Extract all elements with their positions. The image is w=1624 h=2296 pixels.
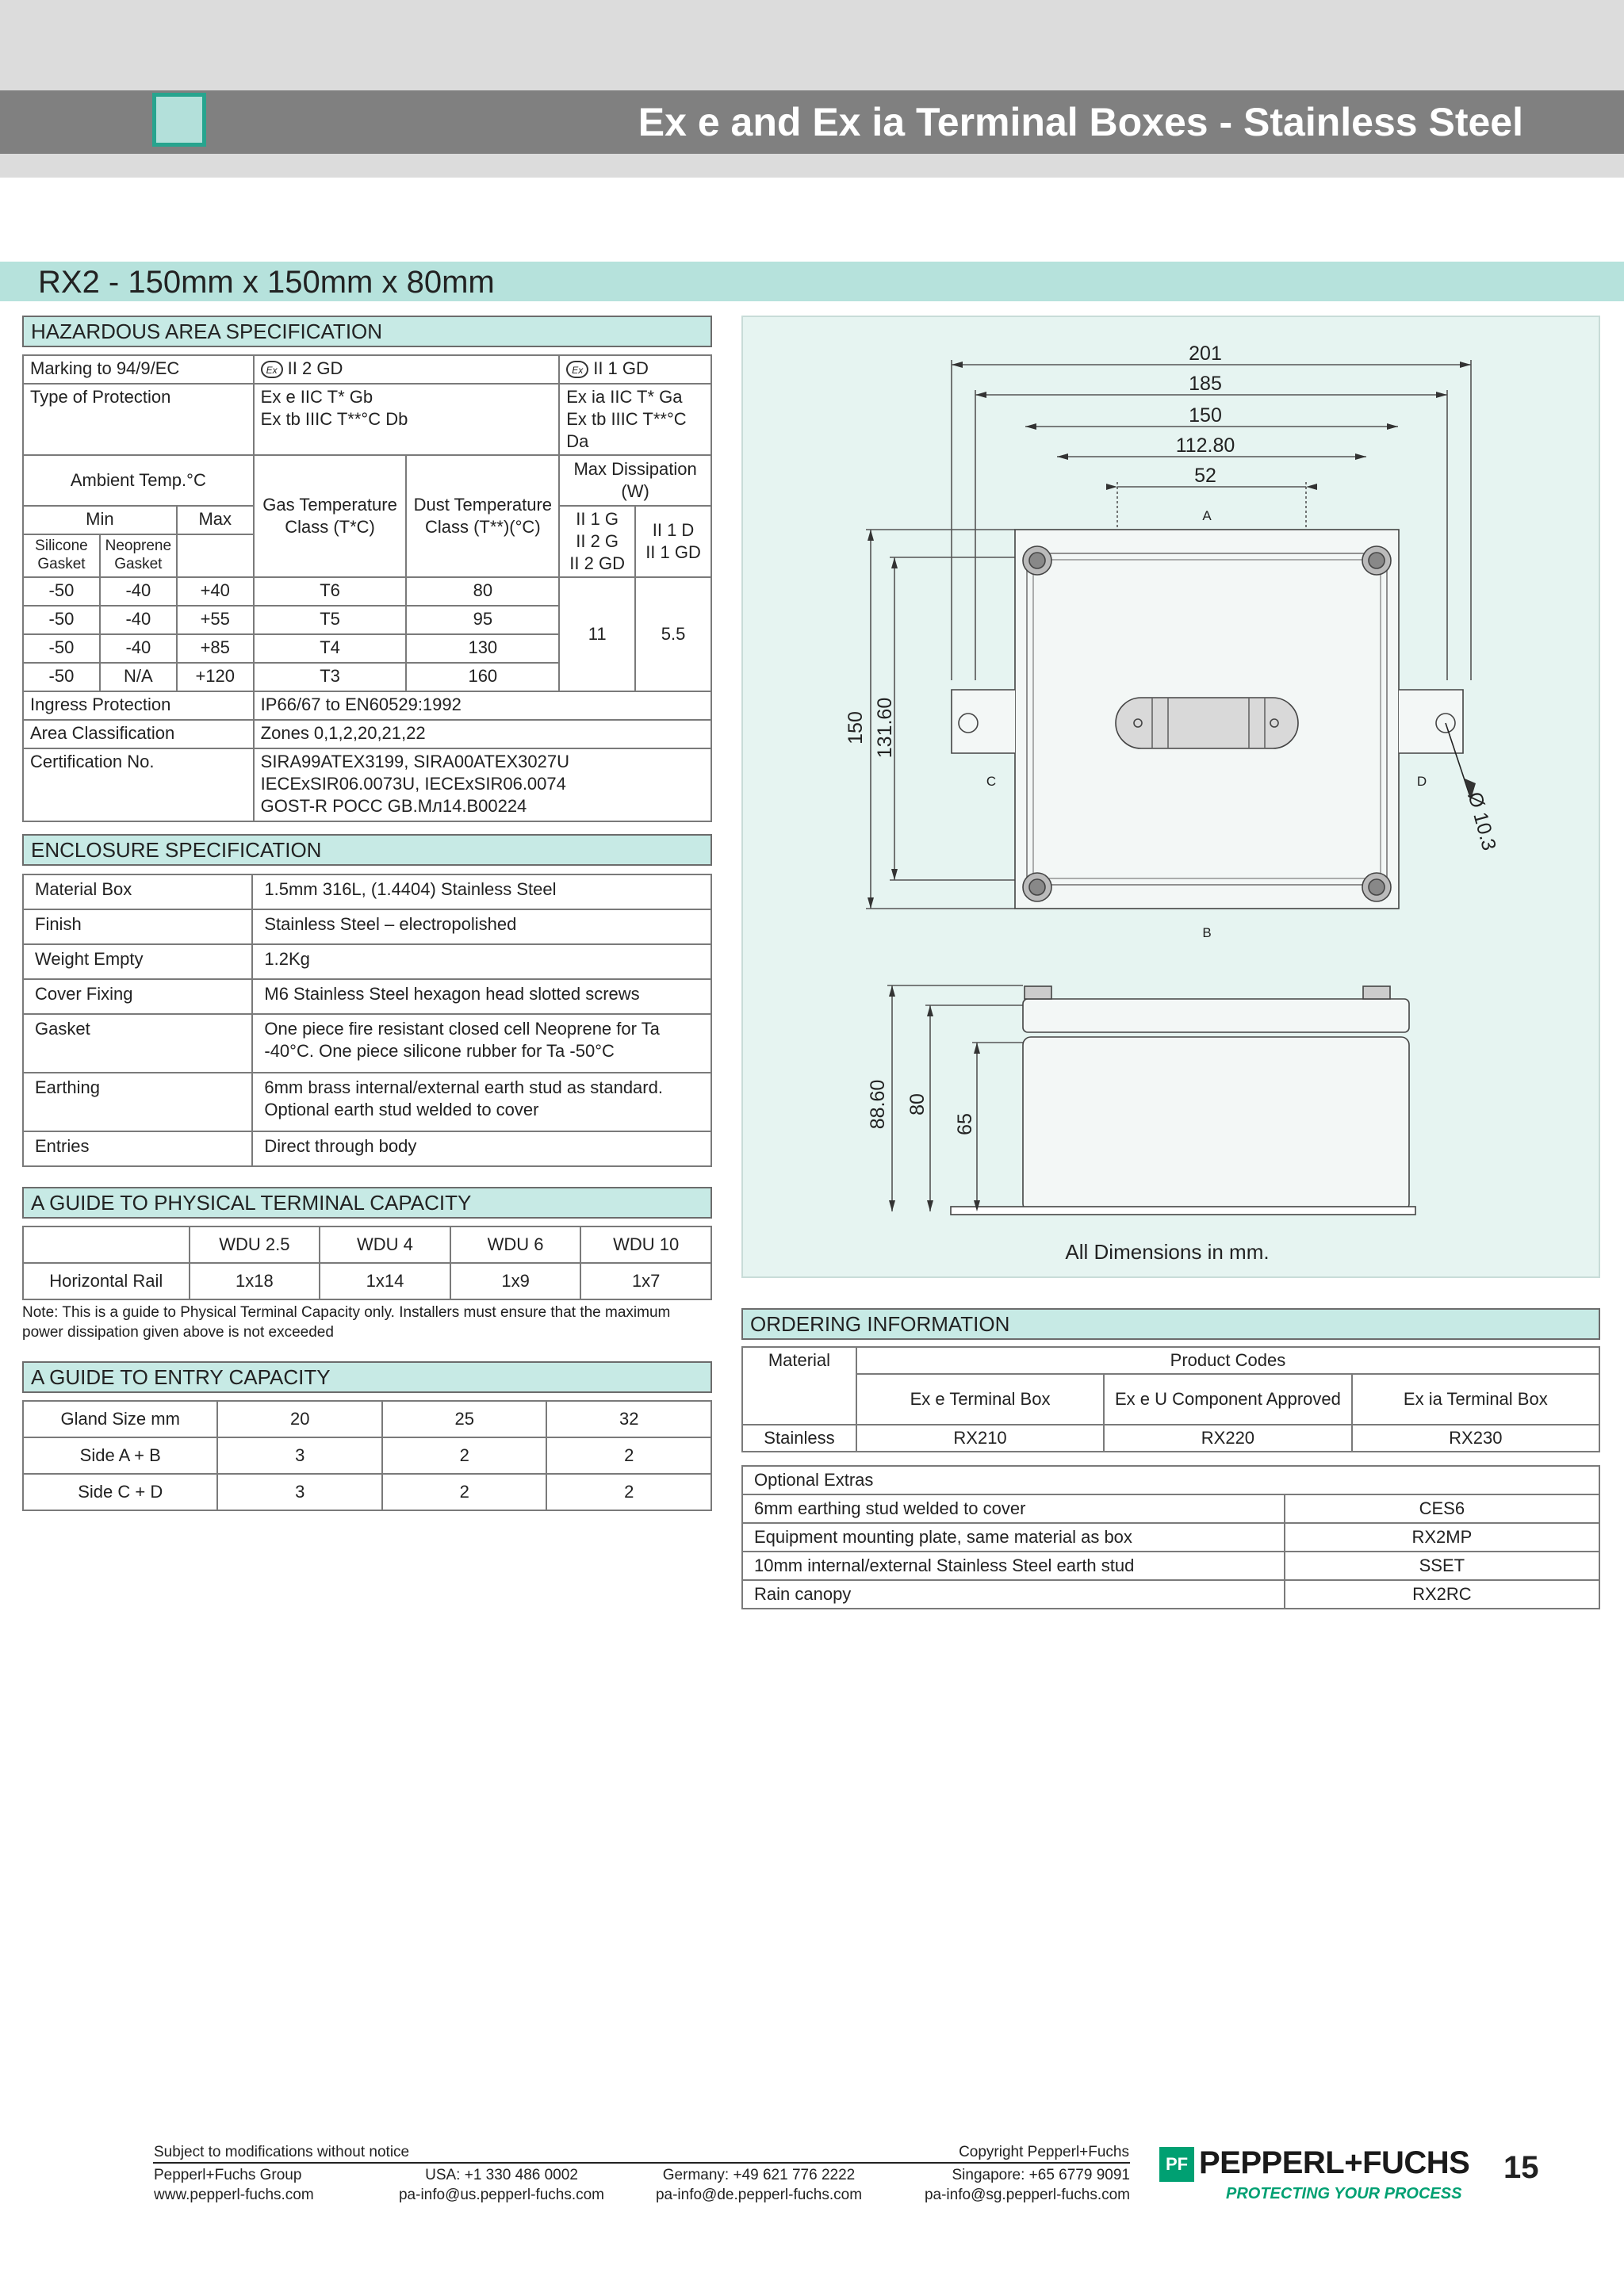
physical-col-header: WDU 6	[450, 1226, 581, 1263]
dust-class: 80	[406, 577, 559, 606]
brand-tagline: PROTECTING YOUR PROCESS	[1226, 2185, 1462, 2202]
marking-b	[559, 355, 711, 384]
category-b	[635, 506, 711, 577]
dim-112-80: 112.80	[1175, 434, 1235, 457]
code-rx220: RX220	[1104, 1425, 1351, 1452]
cert-line: SIRA99ATEX3199, SIRA00ATEX3027U	[260, 752, 569, 771]
physical-col-header: WDU 2.5	[190, 1226, 320, 1263]
header-top-band	[0, 0, 1624, 90]
temp-neoprene: -40	[100, 606, 177, 634]
area-label: Area Classification	[23, 720, 254, 748]
extra-label: 10mm internal/external Stainless Steel earth stud	[742, 1552, 1285, 1580]
material-label: Material	[742, 1347, 856, 1425]
physical-heading: A GUIDE TO PHYSICAL TERMINAL CAPACITY	[22, 1187, 712, 1219]
ex-icon: Ex	[566, 361, 588, 378]
physical-cell: Horizontal Rail	[23, 1263, 190, 1299]
entry-col-header: Gland Size mm	[23, 1401, 217, 1437]
extra-label: Equipment mounting plate, same material as box	[742, 1523, 1285, 1552]
physical-cell: 1x14	[320, 1263, 450, 1299]
optional-extras-table	[741, 1465, 1600, 1609]
marking-b-text: II 1 GD	[593, 358, 649, 378]
max-dissipation-label: Max Dissipation (W)	[559, 455, 711, 506]
col-ex-e: Ex e Terminal Box	[856, 1374, 1104, 1425]
entry-cell: 2	[546, 1437, 711, 1474]
footer-germany-email[interactable]: pa-info@de.pepperl-fuchs.com	[655, 2187, 863, 2203]
entry-cell: Side A + B	[23, 1437, 217, 1474]
dim-80: 80	[906, 1093, 929, 1115]
temp-silicone: -50	[23, 577, 100, 606]
temp-max: +40	[177, 577, 254, 606]
entry-col-header: 25	[382, 1401, 547, 1437]
dust-class-label: Dust Temperature Class (T**)(°C)	[406, 455, 559, 577]
dimension-drawing	[741, 316, 1600, 1278]
footer-rule	[153, 2162, 1130, 2164]
enc-value: 1.2Kg	[252, 944, 711, 979]
cert-line: IECExSIR06.0073U, IECExSIR06.0074	[260, 774, 566, 794]
protection-b-line: Ex tb IIIC T**°C Da	[566, 409, 687, 451]
category-b-line: II 1 GD	[645, 542, 701, 562]
dissipation-b: 5.5	[635, 577, 711, 691]
dim-150-vertical: 150	[845, 711, 867, 744]
mounting-lug-left	[952, 690, 1015, 753]
dust-class: 130	[406, 634, 559, 663]
gas-class: T5	[254, 606, 407, 634]
gas-class: T4	[254, 634, 407, 663]
product-codes-label: Product Codes	[856, 1347, 1599, 1374]
protection-label: Type of Protection	[23, 384, 254, 455]
side-view-lid	[1023, 999, 1409, 1032]
temp-max: +85	[177, 634, 254, 663]
footer-singapore-phone: Singapore: +65 6779 9091	[952, 2167, 1130, 2183]
enc-value: Direct through body	[252, 1131, 711, 1166]
code-rx210: RX210	[856, 1425, 1104, 1452]
brand-name: PEPPERL+FUCHS	[1199, 2145, 1470, 2180]
marking-a-text: II 2 GD	[287, 358, 343, 378]
protection-a-line: Ex e IIC T* Gb	[260, 387, 373, 407]
enc-label: Earthing	[23, 1073, 252, 1131]
entry-cell: 3	[217, 1474, 382, 1510]
physical-cell: 1x9	[450, 1263, 581, 1299]
ex-icon: Ex	[261, 361, 283, 378]
side-label-c: C	[986, 774, 997, 789]
enclosure-heading: ENCLOSURE SPECIFICATION	[22, 834, 712, 866]
footer-singapore-email[interactable]: pa-info@sg.pepperl-fuchs.com	[924, 2187, 1130, 2203]
header-square-icon	[152, 93, 206, 147]
gas-class: T3	[254, 663, 407, 691]
extra-code: RX2RC	[1285, 1580, 1599, 1609]
protection-a	[254, 384, 560, 455]
ingress-value: IP66/67 to EN60529:1992	[254, 691, 711, 720]
ordering-heading: ORDERING INFORMATION	[741, 1308, 1600, 1340]
category-a-line: II 2 GD	[569, 553, 625, 573]
entry-col-header: 32	[546, 1401, 711, 1437]
physical-cell: 1x7	[580, 1263, 711, 1299]
dim-88-60: 88.60	[867, 1079, 889, 1130]
physical-cell: 1x18	[190, 1263, 320, 1299]
min-label: Min	[23, 506, 177, 534]
empty-cell	[177, 534, 254, 577]
dim-150: 150	[1189, 404, 1222, 427]
protection-b-line: Ex ia IIC T* Ga	[566, 387, 683, 407]
dim-185: 185	[1189, 373, 1222, 395]
extra-label: 6mm earthing stud welded to cover	[742, 1494, 1285, 1523]
screw-head-icon	[1025, 986, 1051, 999]
entry-cell: 3	[217, 1437, 382, 1474]
pepperl-fuchs-logo-icon: PF	[1159, 2147, 1194, 2182]
dust-class: 95	[406, 606, 559, 634]
footer-copyright: Copyright Pepperl+Fuchs	[959, 2144, 1129, 2160]
hazardous-heading: HAZARDOUS AREA SPECIFICATION	[22, 316, 712, 347]
ambient-label: Ambient Temp.°C	[23, 455, 254, 506]
category-a-line: II 1 G	[576, 509, 619, 529]
category-a-line: II 2 G	[576, 531, 619, 551]
col-ex-e-u: Ex e U Component Approved	[1104, 1374, 1351, 1425]
extras-heading: Optional Extras	[742, 1466, 1599, 1494]
footer-usa-email[interactable]: pa-info@us.pepperl-fuchs.com	[398, 2187, 605, 2203]
temp-neoprene: N/A	[100, 663, 177, 691]
hazardous-table	[22, 354, 712, 822]
enc-value: One piece fire resistant closed cell Neoprene for Ta -40°C. One piece silicone rubber for Ta -50°C	[252, 1014, 711, 1073]
temp-silicone: -50	[23, 634, 100, 663]
entry-cell: 2	[546, 1474, 711, 1510]
enc-value: 6mm brass internal/external earth stud as standard. Optional earth stud welded to cover	[252, 1073, 711, 1131]
physical-table	[22, 1226, 712, 1300]
code-rx230: RX230	[1352, 1425, 1599, 1452]
gas-class-label: Gas Temperature Class (T*C)	[254, 455, 407, 577]
enc-value: Stainless Steel – electropolished	[252, 909, 711, 944]
cert-line: GOST-R POCC GB.Mл14.B00224	[260, 796, 527, 816]
enc-value: 1.5mm 316L, (1.4404) Stainless Steel	[252, 874, 711, 909]
col-ex-ia: Ex ia Terminal Box	[1352, 1374, 1599, 1425]
side-label-d: D	[1416, 774, 1427, 789]
protection-a-line: Ex tb IIIC T**°C Db	[260, 409, 408, 429]
product-title: RX2 - 150mm x 150mm x 80mm	[38, 265, 495, 300]
footer-usa-phone: USA: +1 330 486 0002	[425, 2167, 578, 2183]
ordering-table	[741, 1346, 1600, 1452]
area-value: Zones 0,1,2,20,21,22	[254, 720, 711, 748]
entry-cell: Side C + D	[23, 1474, 217, 1510]
screw-head-icon	[1363, 986, 1390, 999]
marking-label: Marking to 94/9/EC	[23, 355, 254, 384]
extra-label: Rain canopy	[742, 1580, 1285, 1609]
enc-label: Finish	[23, 909, 252, 944]
entry-cell: 2	[382, 1474, 547, 1510]
physical-col-header	[23, 1226, 190, 1263]
footer-notice: Subject to modifications without notice	[154, 2144, 410, 2160]
entry-col-header: 20	[217, 1401, 382, 1437]
temp-neoprene: -40	[100, 577, 177, 606]
enc-label: Weight Empty	[23, 944, 252, 979]
gas-class: T6	[254, 577, 407, 606]
dim-65: 65	[954, 1113, 976, 1135]
cert-values	[254, 748, 711, 821]
enclosure-table	[22, 874, 712, 1167]
mounting-plate-side	[951, 1207, 1415, 1215]
dim-52: 52	[1194, 465, 1216, 487]
extra-code: SSET	[1285, 1552, 1599, 1580]
temp-neoprene: -40	[100, 634, 177, 663]
page-number: 15	[1503, 2150, 1539, 2185]
extra-code: RX2MP	[1285, 1523, 1599, 1552]
temp-silicone: -50	[23, 663, 100, 691]
footer-website[interactable]: www.pepperl-fuchs.com	[154, 2187, 314, 2203]
enc-value: M6 Stainless Steel hexagon head slotted screws	[252, 979, 711, 1014]
dim-131-60: 131.60	[874, 697, 896, 759]
neoprene-label: Neoprene Gasket	[100, 534, 177, 577]
temp-max: +120	[177, 663, 254, 691]
material-value: Stainless	[742, 1425, 856, 1452]
enc-label: Cover Fixing	[23, 979, 252, 1014]
page-title: Ex e and Ex ia Terminal Boxes - Stainless Steel	[638, 100, 1523, 144]
dim-201: 201	[1189, 342, 1222, 365]
hole-diameter: Ø 10.3	[1463, 790, 1500, 853]
entry-table	[22, 1400, 712, 1511]
temp-max: +55	[177, 606, 254, 634]
entry-cell: 2	[382, 1437, 547, 1474]
physical-col-header: WDU 10	[580, 1226, 711, 1263]
dissipation-a: 11	[559, 577, 635, 691]
category-b-line: II 1 D	[652, 520, 695, 540]
cert-label: Certification No.	[23, 748, 254, 821]
footer-group: Pepperl+Fuchs Group	[154, 2167, 302, 2183]
enc-label: Material Box	[23, 874, 252, 909]
enc-label: Gasket	[23, 1014, 252, 1073]
side-label-b: B	[1202, 925, 1212, 940]
max-label: Max	[177, 506, 254, 534]
dust-class: 160	[406, 663, 559, 691]
drawing-caption: All Dimensions in mm.	[1065, 1240, 1270, 1264]
header-bottom-band	[0, 154, 1624, 178]
footer-germany-phone: Germany: +49 621 776 2222	[662, 2167, 856, 2183]
temp-silicone: -50	[23, 606, 100, 634]
side-label-a: A	[1202, 508, 1212, 523]
protection-b	[559, 384, 711, 455]
category-a	[559, 506, 635, 577]
ingress-label: Ingress Protection	[23, 691, 254, 720]
entry-heading: A GUIDE TO ENTRY CAPACITY	[22, 1361, 712, 1393]
enc-label: Entries	[23, 1131, 252, 1166]
physical-col-header: WDU 4	[320, 1226, 450, 1263]
mounting-lug-right	[1399, 690, 1463, 753]
side-view-body	[1023, 1037, 1409, 1211]
extra-code: CES6	[1285, 1494, 1599, 1523]
capacity-note: Note: This is a guide to Physical Terminal Capacity only. Installers must ensure that the maximum power dissipation given above is not exceeded	[22, 1304, 671, 1341]
silicone-label: Silicone Gasket	[23, 534, 100, 577]
marking-a	[254, 355, 560, 384]
